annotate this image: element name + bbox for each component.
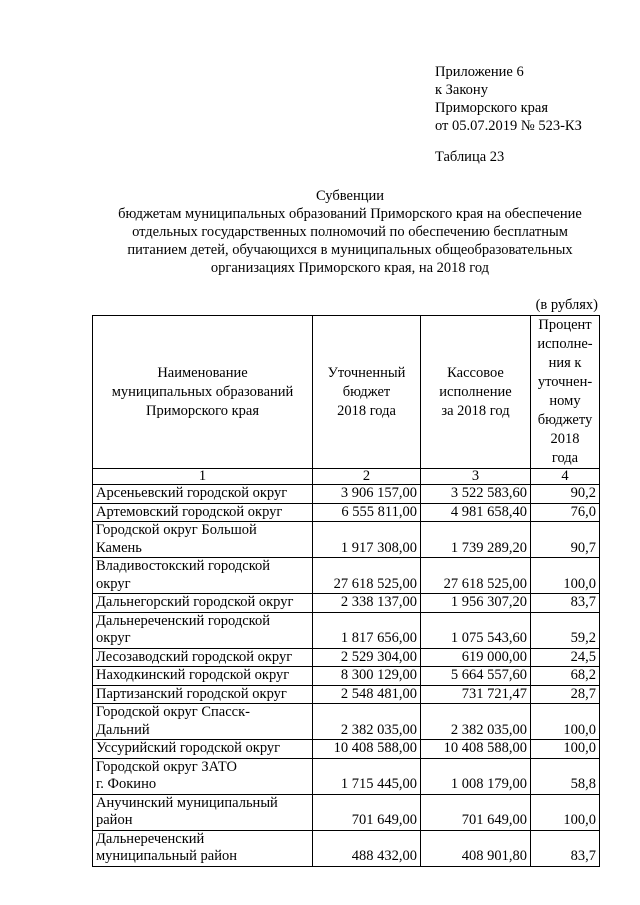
executed-value: 10 408 588,00 — [421, 740, 531, 759]
budget-value: 701 649,00 — [313, 794, 421, 830]
appendix-line: Приморского края — [435, 100, 549, 116]
percent-value: 28,7 — [531, 685, 600, 704]
executed-value: 5 664 557,60 — [421, 667, 531, 686]
table-row — [93, 740, 600, 759]
percent-value: 58,8 — [531, 758, 600, 794]
units-note: (в рублях) — [535, 297, 598, 313]
title-line: питанием детей, обучающихся в муниципальных общеобразовательных — [127, 242, 573, 258]
table-row — [93, 685, 600, 704]
executed-value: 1 739 289,20 — [421, 522, 531, 558]
budget-value: 10 408 588,00 — [313, 740, 421, 759]
percent-value: 100,0 — [531, 740, 600, 759]
municipality-name: Дальнегорский городской округ — [93, 594, 313, 613]
executed-value: 1 008 179,00 — [421, 758, 531, 794]
column-number: 4 — [531, 469, 600, 485]
municipality-name: Уссурийский городской округ — [93, 740, 313, 759]
table-row — [93, 612, 600, 648]
column-number: 1 — [93, 469, 313, 485]
percent-value: 59,2 — [531, 612, 600, 648]
executed-value: 1 075 543,60 — [421, 612, 531, 648]
table-row — [93, 704, 600, 740]
budget-value: 2 529 304,00 — [313, 648, 421, 667]
document-title — [60, 187, 640, 277]
appendix-line: от 05.07.2019 № 523-КЗ — [435, 118, 582, 134]
table-row — [93, 830, 600, 866]
municipality-name: Анучинский муниципальный район — [93, 794, 313, 830]
percent-value: 90,7 — [531, 522, 600, 558]
title-line: бюджетам муниципальных образований Приморского края на обеспечение — [118, 206, 582, 222]
municipality-name: Лесозаводский городской округ — [93, 648, 313, 667]
executed-value: 731 721,47 — [421, 685, 531, 704]
column-number: 3 — [421, 469, 531, 485]
percent-value: 90,2 — [531, 485, 600, 504]
table-body — [93, 485, 600, 867]
percent-value: 100,0 — [531, 794, 600, 830]
header-percent: Процент исполне- ния к уточнен- ному бюджету 2018 года — [531, 316, 600, 469]
budget-value: 2 382 035,00 — [313, 704, 421, 740]
executed-value: 408 901,80 — [421, 830, 531, 866]
executed-value: 1 956 307,20 — [421, 594, 531, 613]
budget-value: 1 817 656,00 — [313, 612, 421, 648]
budget-value: 2 338 137,00 — [313, 594, 421, 613]
municipality-name: Дальнереченский муниципальный район — [93, 830, 313, 866]
percent-value: 83,7 — [531, 594, 600, 613]
table-row — [93, 794, 600, 830]
appendix-reference — [435, 63, 582, 135]
column-number: 2 — [313, 469, 421, 485]
table-row — [93, 594, 600, 613]
header-budget: Уточненный бюджет 2018 года — [313, 316, 421, 469]
municipality-name: Городской округ Спасск- Дальний — [93, 704, 313, 740]
municipality-name: Партизанский городской округ — [93, 685, 313, 704]
title-line: Субвенции — [316, 188, 384, 204]
budget-value: 1 917 308,00 — [313, 522, 421, 558]
subvention-table — [92, 315, 600, 867]
executed-value: 2 382 035,00 — [421, 704, 531, 740]
header-row — [93, 316, 600, 469]
municipality-name: Артемовский городской округ — [93, 503, 313, 522]
municipality-name: Владивостокский городской округ — [93, 558, 313, 594]
table-row — [93, 485, 600, 504]
budget-value: 488 432,00 — [313, 830, 421, 866]
title-line: отдельных государственных полномочий по обеспечению бесплатным — [132, 224, 568, 240]
title-line: организациях Приморского края, на 2018 год — [210, 260, 490, 276]
municipality-name: Находкинский городской округ — [93, 667, 313, 686]
percent-value: 68,2 — [531, 667, 600, 686]
executed-value: 3 522 583,60 — [421, 485, 531, 504]
table-row — [93, 667, 600, 686]
percent-value: 76,0 — [531, 503, 600, 522]
municipality-name: Арсеньевский городской округ — [93, 485, 313, 504]
table-row — [93, 522, 600, 558]
table-row — [93, 648, 600, 667]
budget-value: 2 548 481,00 — [313, 685, 421, 704]
budget-value: 3 906 157,00 — [313, 485, 421, 504]
percent-value: 100,0 — [531, 558, 600, 594]
percent-value: 100,0 — [531, 704, 600, 740]
executed-value: 701 649,00 — [421, 794, 531, 830]
table-row — [93, 758, 600, 794]
appendix-line: к Закону — [435, 82, 488, 98]
municipality-name: Городской округ ЗАТО г. Фокино — [93, 758, 313, 794]
percent-value: 83,7 — [531, 830, 600, 866]
municipality-name: Городской округ Большой Камень — [93, 522, 313, 558]
budget-value: 8 300 129,00 — [313, 667, 421, 686]
percent-value: 24,5 — [531, 648, 600, 667]
budget-value: 1 715 445,00 — [313, 758, 421, 794]
executed-value: 27 618 525,00 — [421, 558, 531, 594]
budget-value: 6 555 811,00 — [313, 503, 421, 522]
appendix-line: Приложение 6 — [435, 64, 524, 80]
budget-value: 27 618 525,00 — [313, 558, 421, 594]
table-row — [93, 503, 600, 522]
column-number-row — [93, 469, 600, 485]
table-row — [93, 558, 600, 594]
municipality-name: Дальнереченский городской округ — [93, 612, 313, 648]
header-executed: Кассовое исполнение за 2018 год — [421, 316, 531, 469]
table-number: Таблица 23 — [435, 149, 505, 165]
header-name: Наименование муниципальных образований Приморского края — [93, 316, 313, 469]
executed-value: 619 000,00 — [421, 648, 531, 667]
executed-value: 4 981 658,40 — [421, 503, 531, 522]
